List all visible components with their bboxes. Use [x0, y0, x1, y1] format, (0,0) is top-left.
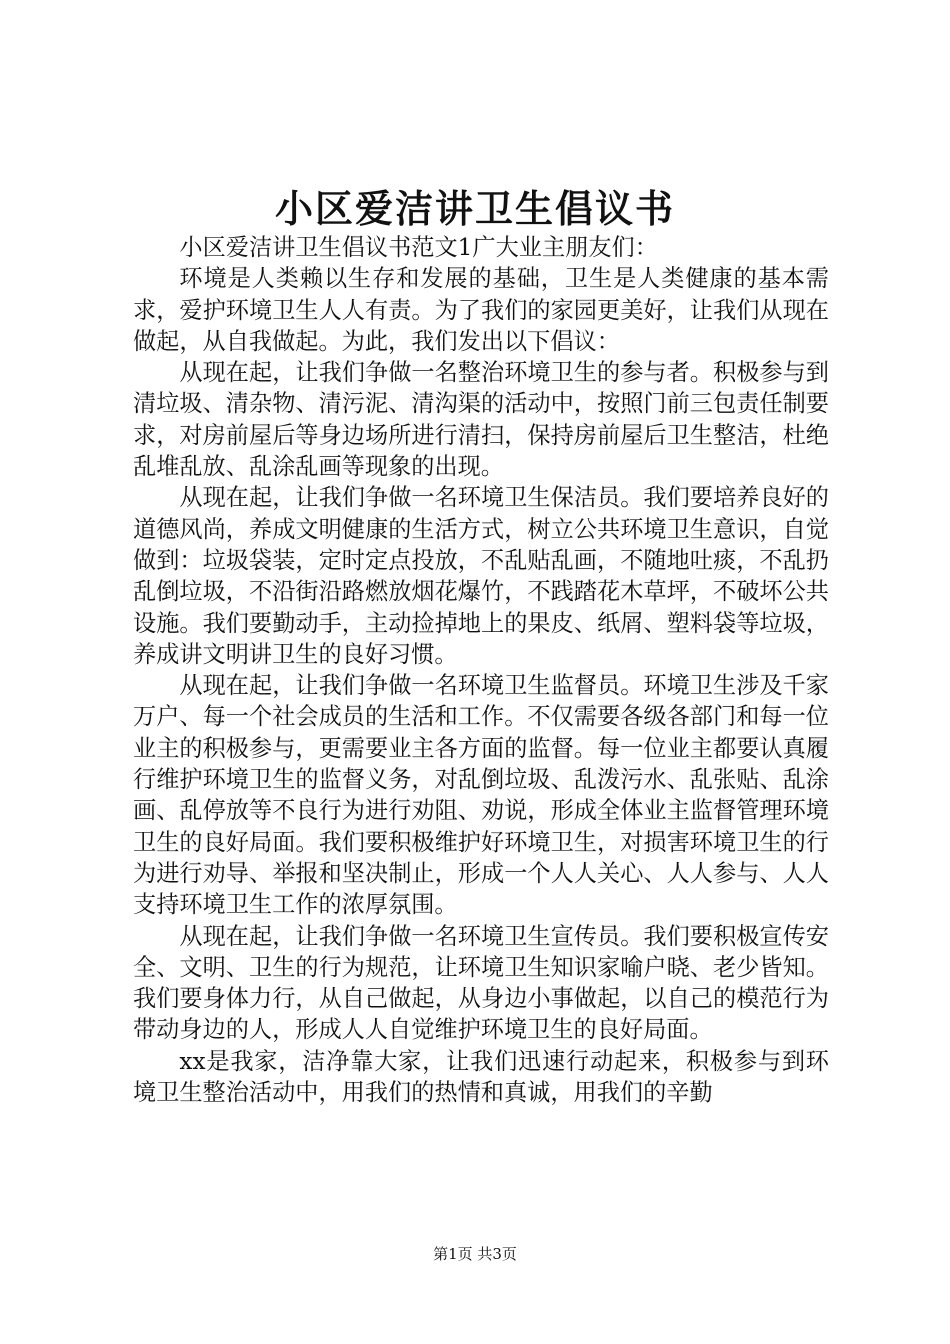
paragraph-cleaner: 从现在起，让我们争做一名环境卫生保洁员。我们要培养良好的道德风尚，养成文明健康的生活方式，树立公共环境卫生意识，自觉做到：垃圾袋装，定时定点投放，不乱贴乱画，不随地吐痰，不乱扔乱倒垃圾，不沿街沿路燃放烟花爆竹，不践踏花木草坪，不破坏公共设施。我们要勤动手，主动捡掉地上的果皮、纸屑、塑料袋等垃圾，养成讲文明讲卫生的良好习惯。 [133, 484, 829, 668]
document-title: 小区爱洁讲卫生倡议书 [274, 186, 675, 231]
paragraph-promoter: 从现在起，让我们争做一名环境卫生宣传员。我们要积极宣传安全、文明、卫生的行为规范，让环境卫生知识家喻户晓、老少皆知。我们要身体力行，从自己做起，从身边小事做起，以自己的模范行为带动身边的人，形成人人自觉维护环境卫生的良好局面。 [133, 922, 829, 1044]
document-body [133, 232, 829, 1108]
paragraph-intro: 环境是人类赖以生存和发展的基础，卫生是人类健康的基本需求，爱护环境卫生人人有责。为了我们的家园更美好，让我们从现在做起，从自我做起。为此，我们发出以下倡议： [133, 265, 829, 355]
page-footer: 第1页 共3页 [433, 1245, 517, 1263]
paragraph-supervisor: 从现在起，让我们争做一名环境卫生监督员。环境卫生涉及千家万户、每一个社会成员的生活和工作。不仅需要各级各部门和每一位业主的积极参与，更需要业主各方面的监督。每一位业主都要认真履行维护环境卫生的监督义务，对乱倒垃圾、乱泼污水、乱张贴、乱涂画、乱停放等不良行为进行劝阻、劝说，形成全体业主监督管理环境卫生的良好局面。我们要积极维护好环境卫生，对损害环境卫生的行为进行劝导、举报和坚决制止，形成一个人人关心、人人参与、人人支持环境卫生工作的浓厚氛围。 [133, 672, 829, 919]
paragraph-opening: 小区爱洁讲卫生倡议书范文1广大业主朋友们： [179, 234, 658, 261]
paragraph-closing: xx是我家，洁净靠大家，让我们迅速行动起来，积极参与到环境卫生整治活动中，用我们的热情和真诚，用我们的辛勤 [133, 1047, 829, 1107]
paragraph-participant: 从现在起，让我们争做一名整治环境卫生的参与者。积极参与到清垃圾、清杂物、清污泥、清沟渠的活动中，按照门前三包责任制要求，对房前屋后等身边场所进行清扫，保持房前屋后卫生整洁，杜绝乱堆乱放、乱涂乱画等现象的出现。 [133, 359, 829, 481]
